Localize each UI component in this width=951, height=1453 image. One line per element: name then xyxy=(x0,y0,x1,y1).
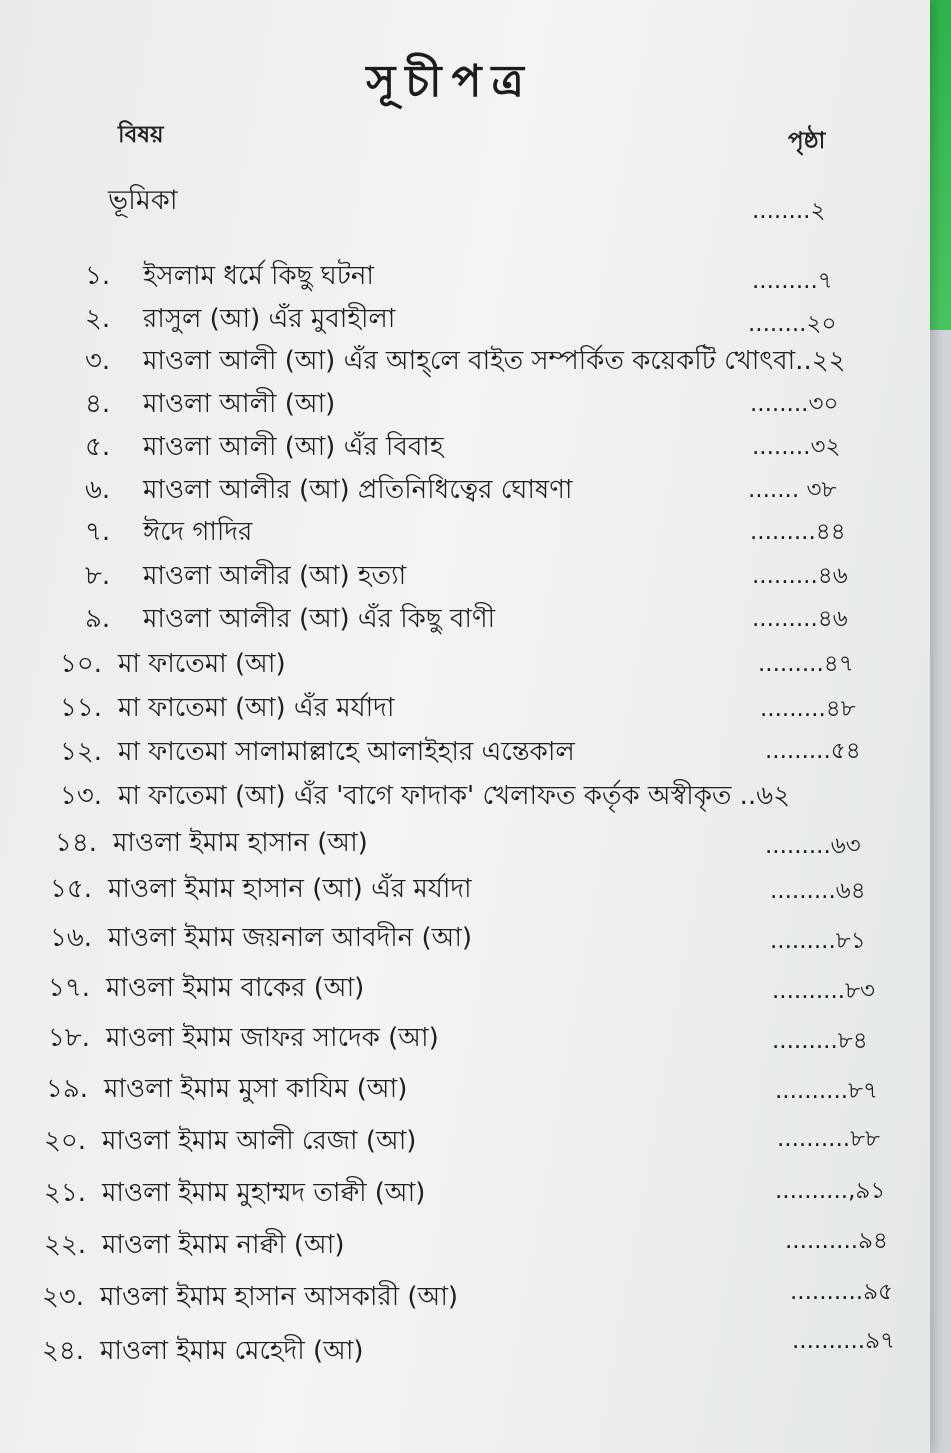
entry-number: ১০. xyxy=(60,649,103,679)
entry-title: মাওলা ইমাম হাসান (আ) xyxy=(113,828,368,858)
entry-page-number: .........৬৪ xyxy=(770,878,866,904)
entry-number: ১৮. xyxy=(48,1023,91,1053)
entry-number: ৬. xyxy=(85,475,111,505)
entry-title: মাওলা ইমাম হাসান (আ) এঁর মর্যাদা xyxy=(108,874,472,904)
entry-number: ৯. xyxy=(85,604,111,634)
entry-number: ১৭. xyxy=(48,973,91,1003)
list-item xyxy=(42,1330,364,1370)
list-item xyxy=(60,775,790,815)
entry-page-number: ..........,৯১ xyxy=(775,1178,886,1204)
list-item xyxy=(60,731,575,771)
entry-page-number: .........৮১ xyxy=(770,928,866,954)
entry-number: ১২. xyxy=(60,737,103,767)
entry-page-number: .........৮৪ xyxy=(772,1028,868,1054)
entry-title: মা ফাতেমা (আ) xyxy=(118,649,286,679)
entry-page-number: ..........৮৩ xyxy=(772,978,875,1004)
entry-number: ২৪. xyxy=(42,1336,85,1366)
entry-title: ঈদে গাদির xyxy=(143,517,253,547)
entry-page-number: ..........৯৭ xyxy=(792,1328,895,1354)
entry-page-number: .........৪৭ xyxy=(758,651,854,677)
entry-page-number: ........২০ xyxy=(748,311,837,337)
entry-page-number: ........৩২ xyxy=(752,434,841,460)
entry-number: ২০. xyxy=(44,1126,87,1156)
entry-title: মাওলা ইমাম বাকের (আ) xyxy=(106,973,365,1003)
entry-page-number: .........৪৪ xyxy=(750,519,846,545)
entry-number: ১৯. xyxy=(46,1074,89,1104)
list-item xyxy=(55,822,368,862)
entry-number: ১৪. xyxy=(55,828,98,858)
list-item xyxy=(48,967,364,1007)
entry-title: মাওলা ইমাম নাক্বী (আ) xyxy=(102,1230,345,1260)
entry-title: মাওলা আলীর (আ) এঁর কিছু বাণী xyxy=(143,604,496,634)
entry-page-number: ..........৮৮ xyxy=(777,1126,880,1152)
entry-page-number: .........৪৮ xyxy=(760,696,856,722)
entry-page-number: ....... ৩৮ xyxy=(748,477,837,503)
entry-title: মাওলা আলী (আ) xyxy=(143,389,336,419)
entry-title: মা ফাতেমা (আ) এঁর মর্যাদা xyxy=(118,693,395,723)
entry-title: মাওলা আলী (আ) এঁর বিবাহ xyxy=(143,432,444,462)
list-item xyxy=(85,511,252,551)
entry-page-number: .........৬৩ xyxy=(765,833,861,859)
entry-title: মা ফাতেমা সালামাল্লাহে আলাইহার এন্তেকাল xyxy=(118,737,575,767)
list-item xyxy=(44,1172,425,1212)
entry-number: ১৩. xyxy=(60,781,103,811)
entry-number: ১. xyxy=(85,261,111,291)
entry-title: মাওলা ইমাম মেহেদী (আ) xyxy=(100,1336,364,1366)
entry-number: ২৩. xyxy=(42,1282,85,1312)
list-item xyxy=(50,868,472,908)
entry-title: মাওলা আলীর (আ) প্রতিনিধিত্বের ঘোষণা xyxy=(143,475,573,505)
background-green-strip xyxy=(929,0,951,330)
entry-title: মাওলা ইমাম মুসা কাযিম (আ) xyxy=(104,1074,408,1104)
entry-title: মাওলা ইমাম হাসান আসকারী (আ) xyxy=(100,1282,459,1312)
entry-title: মাওলা ইমাম জয়নাল আবদীন (আ) xyxy=(108,923,473,953)
list-item xyxy=(42,1276,458,1316)
page-title: সূচীপত্র xyxy=(366,56,534,107)
list-item xyxy=(85,598,495,638)
entry-page-number: ........৩০ xyxy=(750,391,839,417)
list-item xyxy=(46,1068,407,1108)
entry-number: ৫. xyxy=(85,432,111,462)
entry-title: মাওলা আলীর (আ) হত্যা xyxy=(143,561,407,591)
list-item xyxy=(85,469,572,509)
entry-title: ইসলাম ধর্মে কিছু ঘটনা xyxy=(143,261,374,291)
entry-number: ৮. xyxy=(85,561,111,591)
entry-page-number: ..........৯৪ xyxy=(785,1228,888,1254)
entry-number: ২. xyxy=(85,304,111,334)
list-item xyxy=(60,687,394,727)
entry-number: ৪. xyxy=(85,389,111,419)
list-item xyxy=(85,426,444,466)
entry-number: ১৫. xyxy=(50,874,93,904)
entry-title: মাওলা ইমাম মুহাম্মদ তাক্বী (আ) xyxy=(102,1178,426,1208)
entry-title: মাওলা ইমাম জাফর সাদেক (আ) xyxy=(106,1023,439,1053)
entry-page-number: .........৫৪ xyxy=(765,738,861,764)
list-item xyxy=(50,917,472,957)
list-item xyxy=(85,255,374,295)
list-item xyxy=(85,298,395,338)
entry-number: ৩. xyxy=(85,346,111,376)
entry-page-number: ..........৯৫ xyxy=(790,1279,893,1305)
entry-number: ২২. xyxy=(44,1230,87,1260)
list-item xyxy=(48,1017,439,1057)
column-header-subject: বিষয় xyxy=(118,122,164,148)
entry-number: ১১. xyxy=(60,693,103,723)
entry-title: মাওলা আলী (আ) এঁর আহ্‌লে বাইত সম্পর্কিত কয়েকটি খোৎবা..২২ xyxy=(143,346,846,376)
preface-title: ভূমিকা xyxy=(108,185,178,216)
list-item xyxy=(85,555,406,595)
entry-page-number: ..........৮৭ xyxy=(775,1078,878,1104)
list-item xyxy=(44,1120,416,1160)
list-item xyxy=(44,1224,345,1264)
entry-title: রাসুল (আ) এঁর মুবাহীলা xyxy=(143,304,396,334)
entry-page-number: .........৪৬ xyxy=(752,606,848,632)
entry-number: ১৬. xyxy=(50,923,93,953)
entry-number: ৭. xyxy=(85,517,111,547)
entry-number: ২১. xyxy=(44,1178,87,1208)
column-header-page: পৃষ্ঠা xyxy=(788,128,826,154)
list-item xyxy=(85,340,846,380)
list-item xyxy=(85,383,335,423)
preface-page-number: ........২ xyxy=(752,198,826,224)
entry-page-number: .........৭ xyxy=(752,268,833,294)
list-item xyxy=(60,643,286,683)
entry-page-number: .........৪৬ xyxy=(752,563,848,589)
entry-title: মা ফাতেমা (আ) এঁর 'বাগে ফাদাক' খেলাফত কর্তৃক অস্বীকৃত ..৬২ xyxy=(118,781,791,811)
entry-title: মাওলা ইমাম আলী রেজা (আ) xyxy=(102,1126,417,1156)
